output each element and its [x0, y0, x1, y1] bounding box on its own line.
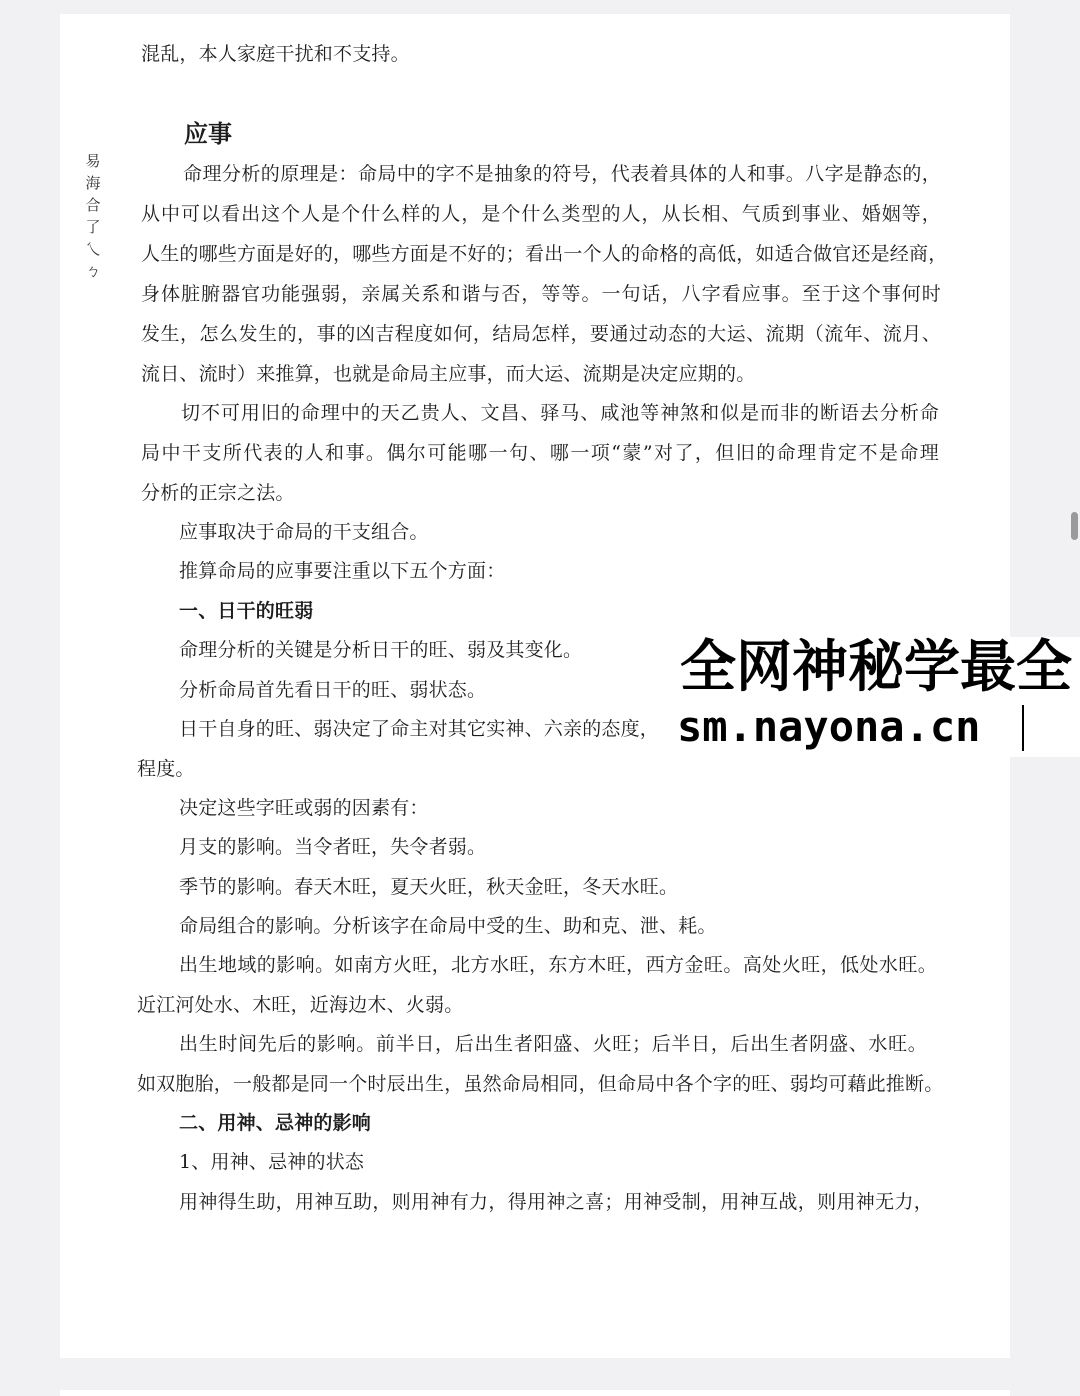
text-cursor	[1022, 705, 1024, 751]
paragraph-line: 1、用神、忌神的状态	[179, 1151, 365, 1173]
paragraph-line: 日干自身的旺、弱决定了命主对其它实神、六亲的态度，	[179, 718, 660, 740]
paragraph-line: 人生的哪些方面是好的，哪些方面是不好的；看出一个人的命格的高低，如适合做官还是经商，	[141, 243, 948, 265]
margin-seal	[82, 150, 104, 360]
paragraph-line: 程度。	[137, 758, 195, 780]
paragraph-line: 命局组合的影响。分析该字在命局中受的生、助和克、泄、耗。	[179, 915, 717, 937]
seal-char: 了	[85, 218, 101, 236]
seal-char: 合	[85, 196, 101, 214]
seal-char: ㄅ	[85, 262, 101, 280]
paragraph-line: 应事取决于命局的干支组合。	[179, 521, 429, 543]
scrollbar-thumb[interactable]	[1071, 512, 1078, 540]
paragraph-line: 命理分析的关键是分析日干的旺、弱及其变化。	[179, 639, 583, 661]
paragraph-line: 出生时间先后的影响。前半日，后出生者阳盛、火旺；后半日，后出生者阴盛、水旺。	[179, 1033, 927, 1055]
paragraph-line: 切不可用旧的命理中的天乙贵人、文昌、驿马、咸池等神煞和似是而非的断语去分析命	[181, 402, 939, 424]
seal-char: 易	[85, 152, 101, 170]
paragraph-line: 发生，怎么发生的，事的凶吉程度如何，结局怎样，要通过动态的大运、流期（流年、流月、	[141, 323, 941, 345]
watermark-url: sm.nayona.cn	[677, 702, 981, 751]
seal-char: 海	[85, 174, 101, 192]
paragraph-line: 近江河处水、木旺，近海边木、火弱。	[137, 994, 464, 1016]
paragraph-line: 命理分析的原理是：命局中的字不是抽象的符号，代表着具体的人和事。八字是静态的，	[183, 163, 941, 185]
paragraph-line: 季节的影响。春天木旺，夏天火旺，秋天金旺，冬天水旺。	[179, 876, 679, 898]
section-heading: 应事	[184, 120, 232, 148]
paragraph-line: 出生地域的影响。如南方火旺，北方水旺，东方木旺，西方金旺。高处火旺，低处水旺。	[179, 954, 937, 976]
paragraph-line: 分析的正宗之法。	[141, 482, 295, 504]
seal-char: 乀	[85, 240, 101, 258]
paragraph-line: 分析命局首先看日干的旺、弱状态。	[179, 679, 487, 701]
paragraph-line: 从中可以看出这个人是个什么样的人，是个什么类型的人，从长相、气质到事业、婚姻等，	[141, 203, 941, 225]
watermark-title: 全网神秘学最全	[680, 635, 1072, 700]
paragraph-line: 身体脏腑器官功能强弱，亲属关系和谐与否，等等。一句话，八字看应事。至于这个事何时	[141, 283, 941, 305]
paragraph-line: 决定这些字旺或弱的因素有：	[179, 797, 429, 819]
paragraph-line: 混乱，本人家庭干扰和不支持。	[141, 43, 410, 65]
subheading: 二、用神、忌神的影响	[179, 1112, 372, 1134]
paragraph-line: 月支的影响。当令者旺，失令者弱。	[179, 836, 487, 858]
paragraph-line: 局中干支所代表的人和事。偶尔可能哪一句、哪一项“蒙”对了，但旧的命理肯定不是命理	[141, 442, 939, 464]
paragraph-line: 推算命局的应事要注重以下五个方面：	[179, 560, 506, 582]
paragraph-line: 流日、流时）来推算，也就是命局主应事，而大运、流期是决定应期的。	[141, 363, 756, 385]
subheading: 一、日干的旺弱	[179, 600, 314, 622]
next-page-edge	[60, 1390, 1010, 1396]
paragraph-line: 如双胞胎，一般都是同一个时辰出生，虽然命局相同，但命局中各个字的旺、弱均可藉此推断。	[137, 1073, 944, 1095]
paragraph-line: 用神得生助，用神互助，则用神有力，得用神之喜；用神受制，用神互战，则用神无力，	[179, 1191, 933, 1213]
watermark-overlay	[675, 637, 1080, 757]
